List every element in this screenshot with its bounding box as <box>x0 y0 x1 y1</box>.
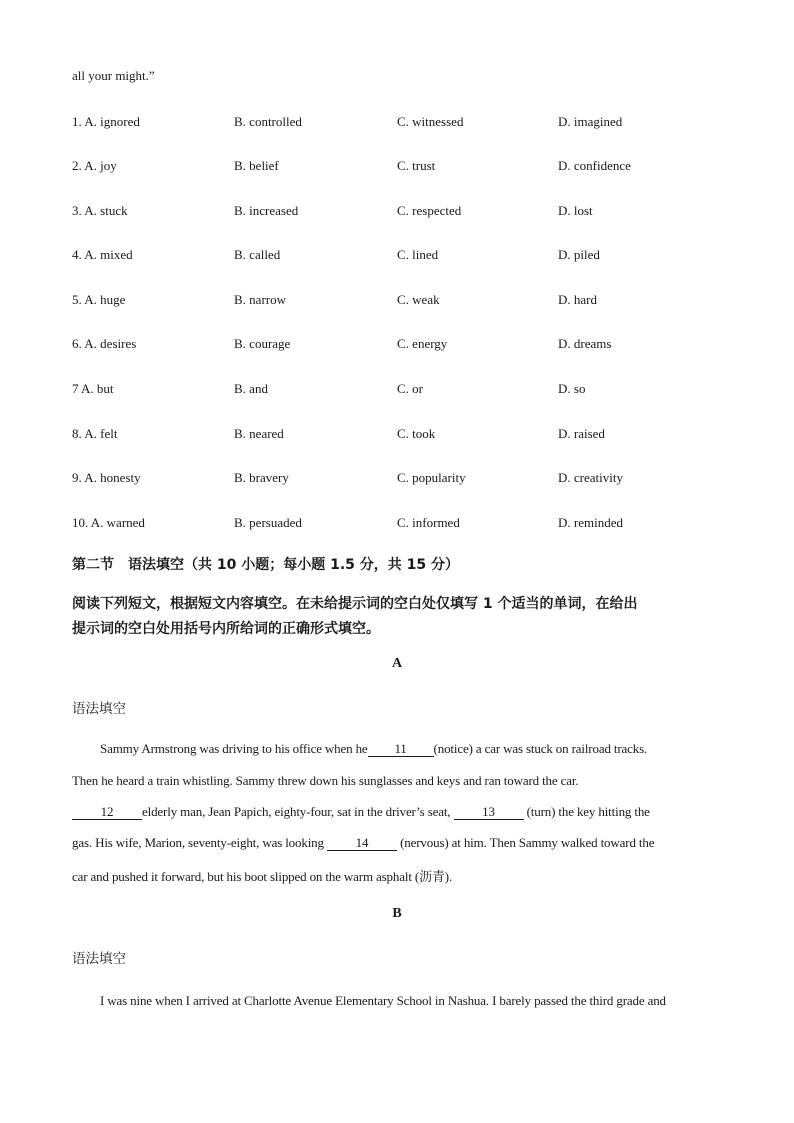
option-c: C. popularity <box>397 470 466 485</box>
option-a: 2. A. joy <box>72 158 117 173</box>
option-d: D. piled <box>558 247 600 262</box>
option-c: C. trust <box>397 158 436 173</box>
blank-13[interactable]: 13 <box>454 805 524 820</box>
instructions-line-2: 提示词的空白处用括号内所给词的正确形式填空。 <box>72 621 380 637</box>
option-b: B. controlled <box>234 114 302 129</box>
option-a: 9. A. honesty <box>72 470 141 485</box>
section-title: 第二节 语法填空（共 10 小题；每小题 1.5 分，共 15 分） <box>72 557 460 573</box>
option-b: B. increased <box>234 203 299 218</box>
passage-b-letter: B <box>392 906 402 921</box>
option-d: D. reminded <box>558 515 623 530</box>
option-row <box>72 381 732 399</box>
blank-12[interactable]: 12 <box>72 805 142 820</box>
instructions-line-1: 阅读下列短文，根据短文内容填空。在未给提示词的空白处仅填写 1 个适当的单词，在给出 <box>72 596 638 612</box>
option-row <box>72 515 732 533</box>
option-d: D. confidence <box>558 158 631 173</box>
option-b: B. and <box>234 381 268 396</box>
option-a: 6. A. desires <box>72 336 137 351</box>
intro-tail-text: all your might.” <box>72 68 155 83</box>
option-d: D. lost <box>558 203 593 218</box>
option-c: C. or <box>397 381 423 396</box>
option-b: B. persuaded <box>234 515 302 530</box>
option-d: D. so <box>558 381 586 396</box>
option-b: B. courage <box>234 336 291 351</box>
option-c: C. lined <box>397 247 439 262</box>
option-a: 1. A. ignored <box>72 114 140 129</box>
option-b: B. belief <box>234 158 279 173</box>
option-c: C. weak <box>397 292 440 307</box>
passage-a-letter: A <box>391 656 403 671</box>
option-c: C. witnessed <box>397 114 464 129</box>
option-d: D. hard <box>558 292 597 307</box>
option-b: B. called <box>234 247 281 262</box>
option-c: C. respected <box>397 203 462 218</box>
option-c: C. took <box>397 426 436 441</box>
option-a: 8. A. felt <box>72 426 118 441</box>
option-d: D. imagined <box>558 114 623 129</box>
option-d: D. creativity <box>558 470 623 485</box>
option-d: D. raised <box>558 426 605 441</box>
blank-14[interactable]: 14 <box>327 836 397 851</box>
passage-a-line-1: Sammy Armstrong was driving to his office when he 11 (notice) a car was stuck on railroad tracks. <box>100 741 648 756</box>
option-b: B. bravery <box>234 470 289 485</box>
option-b: B. narrow <box>234 292 286 307</box>
passage-b-line-1: I was nine when I arrived at Charlotte Avenue Elementary School in Nashua. I barely passed the third grade and <box>100 993 666 1008</box>
option-d: D. dreams <box>558 336 612 351</box>
option-row <box>72 292 732 310</box>
option-row <box>72 426 732 444</box>
option-c: C. informed <box>397 515 460 530</box>
option-row <box>72 470 732 488</box>
option-row <box>72 247 732 265</box>
option-row <box>72 158 732 176</box>
blank-11[interactable]: 11 <box>368 742 434 757</box>
passage-a-label: 语法填空 <box>72 701 126 717</box>
passage-a-line-2: Then he heard a train whistling. Sammy threw down his sunglasses and keys and ran toward the car. <box>72 773 579 788</box>
option-a: 5. A. huge <box>72 292 126 307</box>
passage-a-line-3: 12 elderly man, Jean Papich, eighty-four, sat in the driver’s seat, 13 (turn) the key hitting the <box>72 804 732 820</box>
option-row <box>72 203 732 221</box>
passage-b-label: 语法填空 <box>72 951 126 967</box>
passage-a-line-5: car and pushed it forward, but his boot slipped on the warm asphalt (沥青). <box>72 869 453 884</box>
passage-a-line-4: gas. His wife, Marion, seventy-eight, was looking 14 (nervous) at him. Then Sammy walked toward the <box>72 835 655 850</box>
option-a: 10. A. warned <box>72 515 145 530</box>
option-a: 7 A. but <box>72 381 114 396</box>
option-a: 4. A. mixed <box>72 247 133 262</box>
option-a: 3. A. stuck <box>72 203 128 218</box>
option-row <box>72 114 732 132</box>
option-row <box>72 336 732 354</box>
option-b: B. neared <box>234 426 284 441</box>
option-c: C. energy <box>397 336 448 351</box>
